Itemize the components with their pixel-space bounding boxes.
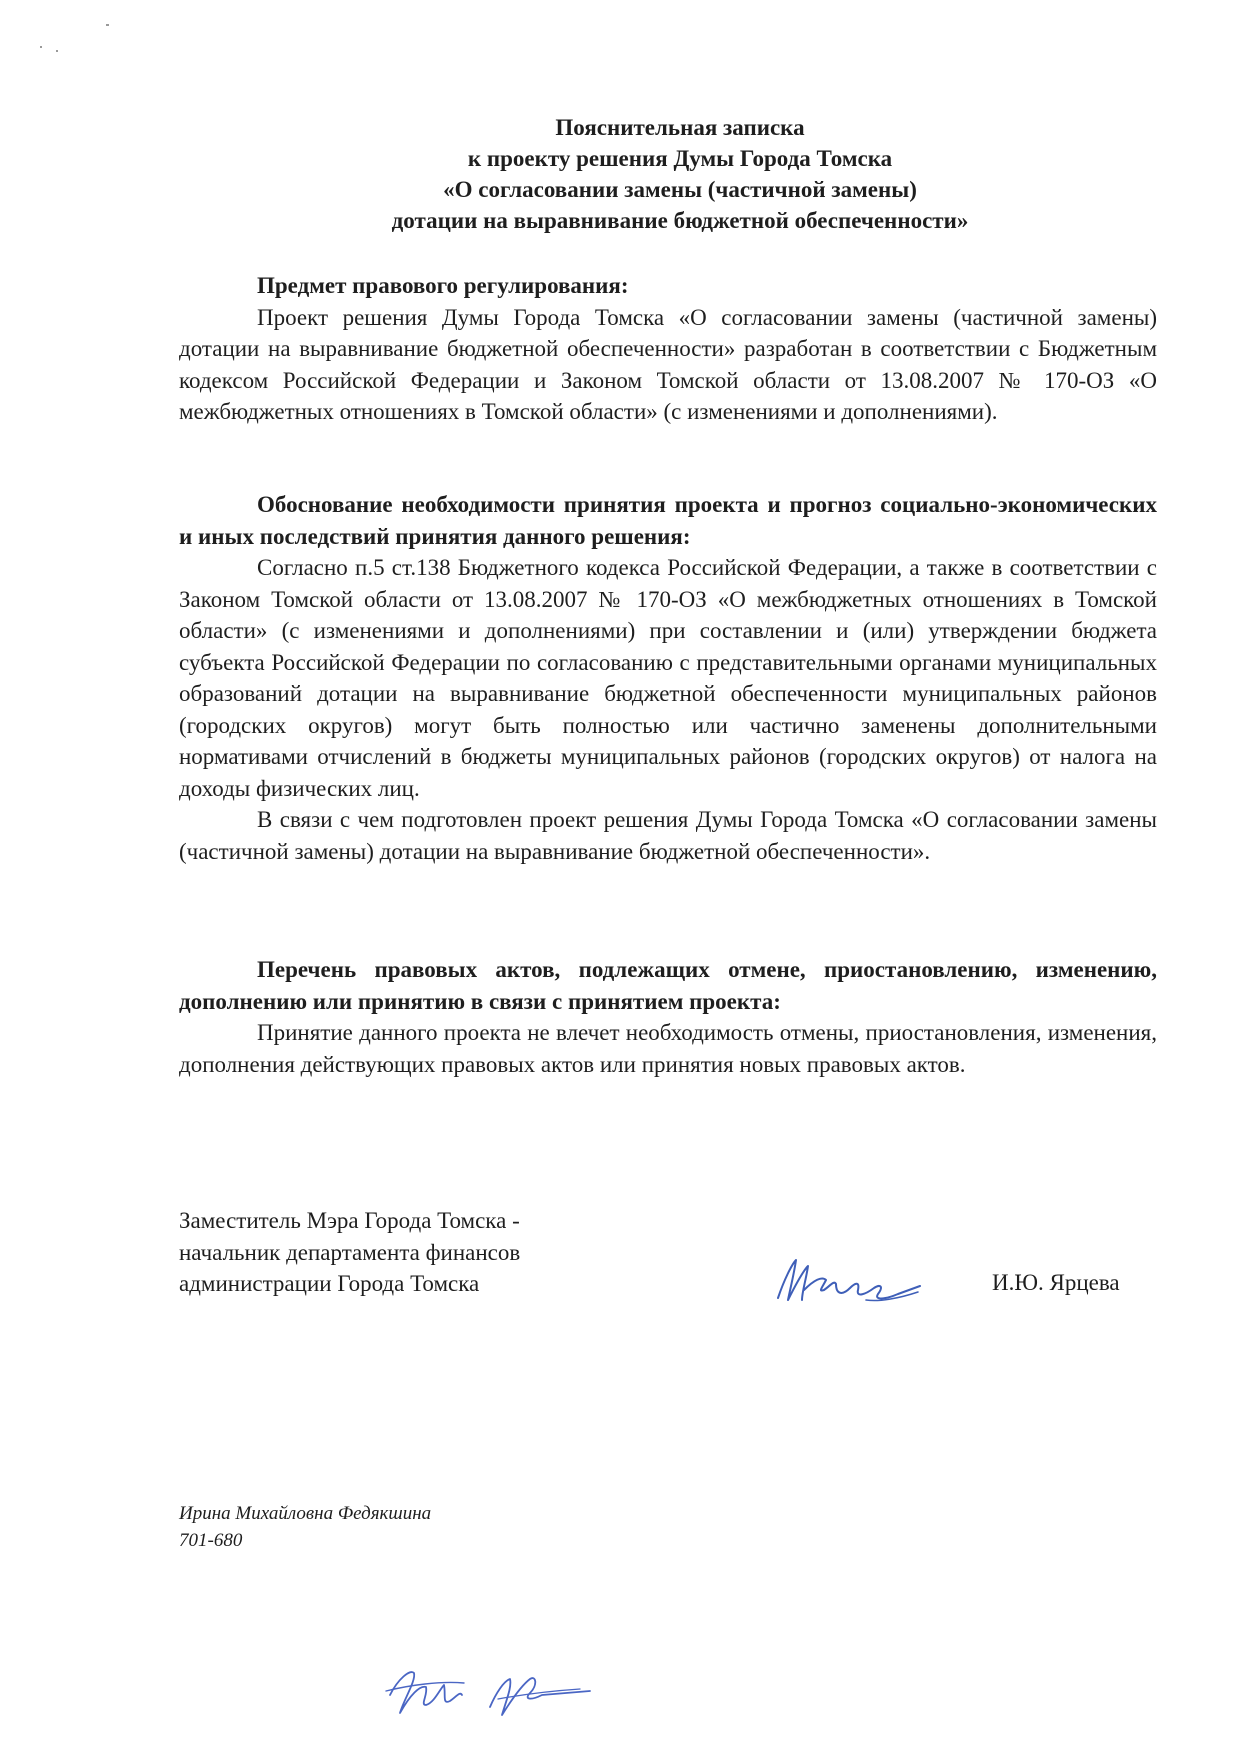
title-line: «О согласовании замены (частичной замены) (443, 177, 917, 202)
section-heading: Предмет правового регулирования: (257, 273, 629, 298)
document-title (300, 112, 1060, 236)
section-heading: Обоснование необходимости принятия проекта и прогноз социально-экономических и иных последствий принятия данного решения: (179, 492, 1157, 549)
section-subject-of-regulation (179, 270, 1157, 428)
section-paragraph: Проект решения Думы Города Томска «О согласовании замены (частичной замены) дотации на выравнивание бюджетной обеспеченности» разработан в соответствии с Бюджетным кодексом Российской Федерации и Законом Томской области от 13.08.2007 № 170-ОЗ «О межбюджетных отношениях в Томской области» (с изменениями и дополнениями). (179, 304, 1157, 424)
executor-name: Ирина Михайловна Федякшина (179, 1503, 432, 1524)
scan-speck (106, 24, 109, 26)
signer-name: И.Ю. Ярцева (992, 1270, 1120, 1295)
signer-position-line: Заместитель Мэра Города Томска - (179, 1208, 520, 1233)
section-paragraph: Принятие данного проекта не влечет необходимость отмены, приостановления, изменения, дополнения действующих правовых актов или принятия новых правовых актов. (179, 1020, 1157, 1077)
section-paragraph: Согласно п.5 ст.138 Бюджетного кодекса Российской Федерации, а также в соответствии с Законом Томской области от 13.08.2007 № 170-ОЗ «О межбюджетных отношениях в Томской области» (с изменениями и дополнениями) при составлении и (или) утверждении бюджета субъекта Российской Федерации по согласованию с представительными органами муниципальных образований дотации на выравнивание бюджетной обеспеченности муниципальных районов (городских округов) могут быть полностью или частично заменены дополнительными нормативами отчислений в бюджеты муниципальных районов (городских округов) от налога на доходы физических лиц. (179, 555, 1157, 801)
section-paragraph: В связи с чем подготовлен проект решения Думы Города Томска «О согласовании замены (частичной замены) дотации на выравнивание бюджетной обеспеченности». (179, 807, 1157, 864)
title-line: дотации на выравнивание бюджетной обеспеченности» (391, 208, 969, 233)
scan-speck (40, 46, 42, 48)
title-line: Пояснительная записка (555, 115, 805, 140)
section-legal-acts-list (179, 954, 1157, 1080)
approval-visa-icon (380, 1655, 600, 1725)
executor-info (179, 1500, 431, 1554)
section-heading: Перечень правовых актов, подлежащих отмене, приостановлению, изменению, дополнению или принятию в связи с принятием проекта: (179, 957, 1157, 1014)
signer-position (179, 1205, 699, 1300)
scan-speck (56, 50, 58, 52)
executor-phone: 701-680 (179, 1530, 243, 1551)
title-line: к проекту решения Думы Города Томска (467, 146, 893, 171)
signer-position-line: начальник департамента финансов (179, 1239, 521, 1265)
section-justification (179, 489, 1157, 867)
signer-position-line: администрации Города Томска (179, 1271, 480, 1296)
signature-icon (770, 1250, 930, 1310)
